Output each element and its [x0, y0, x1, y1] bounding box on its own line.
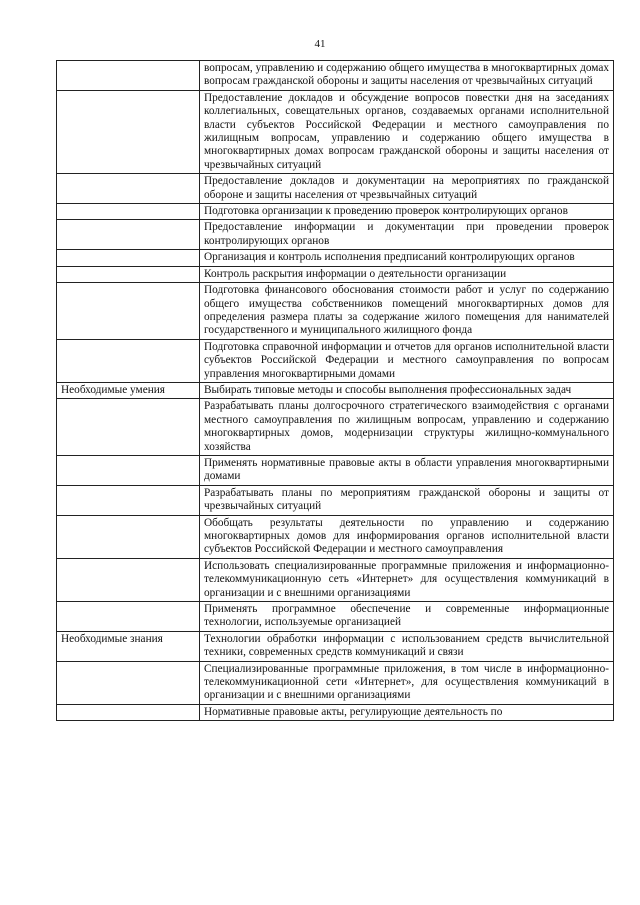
row-category-cell — [57, 515, 200, 558]
row-description-cell: Контроль раскрытия информации о деятельности организации — [200, 266, 614, 282]
table-row — [57, 339, 614, 382]
row-category-cell — [57, 455, 200, 485]
row-description-cell: Разрабатывать планы долгосрочного стратегического взаимодействия с органами местного самоуправления по жилищным вопросам, управлению и содержанию многоквартирных домов, модернизации структуры жилищно-коммунального хозяйства — [200, 399, 614, 456]
row-category-cell: Необходимые умения — [57, 382, 200, 398]
row-category-cell — [57, 661, 200, 704]
table-row — [57, 283, 614, 340]
row-category-cell — [57, 485, 200, 515]
row-description-cell: Применять программное обеспечение и современные информационные технологии, используемые организацией — [200, 602, 614, 632]
row-category-cell — [57, 220, 200, 250]
row-description-cell: Специализированные программные приложения, в том числе в информационно-телекоммуникационной сети «Интернет», для осуществления коммуникаций в организации и с внешними организациями — [200, 661, 614, 704]
row-description-cell: Разрабатывать планы по мероприятиям гражданской обороны и защиты от чрезвычайных ситуаций — [200, 485, 614, 515]
row-description-cell: Предоставление докладов и документации на мероприятиях по гражданской обороне и защиты населения от чрезвычайных ситуаций — [200, 174, 614, 204]
row-description-cell: Предоставление докладов и обсуждение вопросов повестки дня на заседаниях коллегиальных, совещательных органов, создаваемых органами исполнительной власти субъектов Российской Федерации и местного самоуправления по жилищным вопросам, управлению и содержанию общего имущества в многоквартирных домах вопросам гражданской обороны и защиты населения от чрезвычайных ситуаций — [200, 90, 614, 173]
row-category-cell — [57, 204, 200, 220]
row-description-cell: Организация и контроль исполнения предписаний контролирующих органов — [200, 250, 614, 266]
row-description-cell: Обобщать результаты деятельности по управлению и содержанию многоквартирных домов для информирования органов исполнительной власти субъектов Российской Федерации и местного самоуправления — [200, 515, 614, 558]
table-row — [57, 515, 614, 558]
row-description-cell: Подготовка финансового обоснования стоимости работ и услуг по содержанию общего имущества собственников помещений многоквартирных домов для определения размера платы за содержание жилого помещения для нанимателей государственного и муниципального жилищного фонда — [200, 283, 614, 340]
table-row — [57, 399, 614, 456]
row-category-cell: Необходимые знания — [57, 631, 200, 661]
row-category-cell — [57, 558, 200, 601]
row-category-cell — [57, 339, 200, 382]
table-row — [57, 558, 614, 601]
row-description-cell: Подготовка справочной информации и отчетов для органов исполнительной власти субъектов Российской Федерации и местного самоуправления по вопросам управления многоквартирными домами — [200, 339, 614, 382]
table-row — [57, 90, 614, 173]
table-row — [57, 174, 614, 204]
table-row — [57, 250, 614, 266]
table-row — [57, 485, 614, 515]
row-description-cell: Предоставление информации и документации при проведении проверок контролирующих органов — [200, 220, 614, 250]
table-row — [57, 631, 614, 661]
row-description-cell: вопросам, управлению и содержанию общего имущества в многоквартирных домах вопросам гражданской обороны и защиты населения от чрезвычайных ситуаций — [200, 61, 614, 91]
row-category-cell — [57, 704, 200, 720]
row-category-cell — [57, 283, 200, 340]
row-description-cell: Использовать специализированные программные приложения и информационно-телекоммуникационную сеть «Интернет» для осуществления коммуникаций в организации и с внешними организациями — [200, 558, 614, 601]
table-row — [57, 704, 614, 720]
table-row — [57, 204, 614, 220]
row-description-cell: Нормативные правовые акты, регулирующие деятельность по — [200, 704, 614, 720]
table-row — [57, 266, 614, 282]
page-number: 41 — [314, 38, 326, 50]
table-row — [57, 661, 614, 704]
row-description-cell: Выбирать типовые методы и способы выполнения профессиональных задач — [200, 382, 614, 398]
row-category-cell — [57, 602, 200, 632]
table-row — [57, 220, 614, 250]
row-category-cell — [57, 399, 200, 456]
row-description-cell: Применять нормативные правовые акты в области управления многоквартирными домами — [200, 455, 614, 485]
row-description-cell: Технологии обработки информации с использованием средств вычислительной техники, современных средств коммуникаций и связи — [200, 631, 614, 661]
competency-table — [56, 60, 614, 721]
row-category-cell — [57, 90, 200, 173]
row-category-cell — [57, 174, 200, 204]
table-row — [57, 602, 614, 632]
row-category-cell — [57, 61, 200, 91]
row-category-cell — [57, 250, 200, 266]
row-description-cell: Подготовка организации к проведению проверок контролирующих органов — [200, 204, 614, 220]
table-row — [57, 382, 614, 398]
row-category-cell — [57, 266, 200, 282]
table-row — [57, 455, 614, 485]
table-row — [57, 61, 614, 91]
